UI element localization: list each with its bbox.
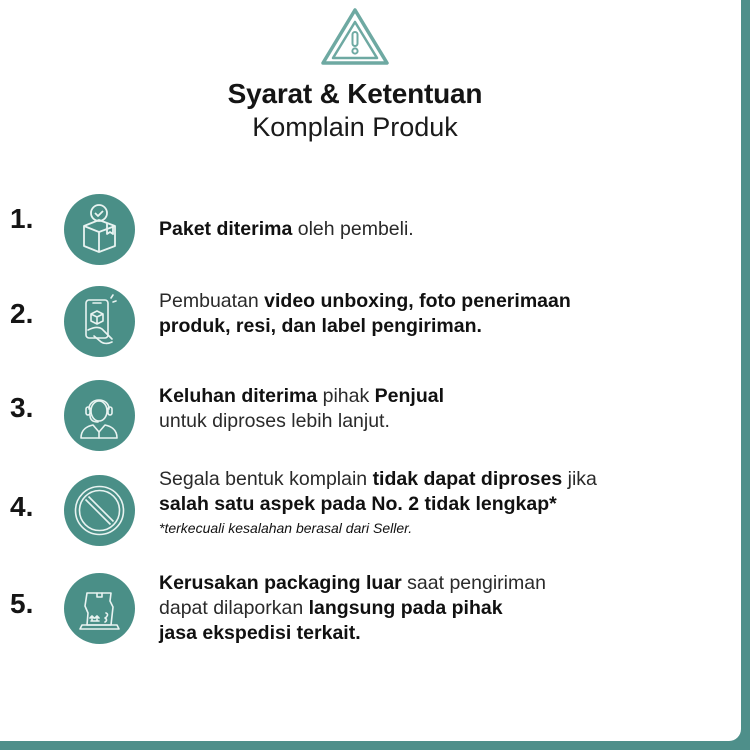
regular-text: dapat dilaporkan [159, 597, 309, 619]
regular-text: saat pengiriman [401, 572, 546, 594]
item-number: 2. [10, 298, 34, 329]
bold-text: salah satu aspek pada No. 2 tidak lengkap* [159, 493, 557, 515]
bold-text: video unboxing, foto penerimaan [264, 290, 571, 312]
regular-text: Pembuatan [159, 290, 265, 312]
regular-text: pihak [317, 385, 375, 407]
regular-text: untuk diproses lebih lanjut. [159, 410, 390, 432]
item-text [159, 384, 444, 434]
bold-text: Keluhan diterima [159, 385, 318, 407]
damaged-package-icon [64, 573, 135, 644]
prohibited-icon [64, 475, 135, 546]
item-text [159, 571, 546, 646]
customer-service-icon [64, 380, 135, 451]
regular-text: Segala bentuk komplain [159, 468, 373, 490]
text-line [159, 467, 597, 492]
bold-text: produk, resi, dan label pengiriman. [159, 315, 482, 337]
regular-text: oleh pembeli. [292, 218, 414, 240]
package-check-icon [64, 194, 135, 265]
item-number: 5. [10, 588, 34, 619]
bold-text: Kerusakan packaging luar [159, 572, 402, 594]
warning-triangle-icon [319, 6, 391, 68]
text-line [159, 492, 597, 517]
page-subtitle: Komplain Produk [252, 112, 458, 142]
bold-text: tidak dapat diproses [372, 468, 563, 490]
item-number: 1. [10, 203, 34, 234]
text-line [159, 409, 444, 434]
text-line [159, 384, 444, 409]
page-title: Syarat & Ketentuan [227, 78, 483, 109]
bold-text: jasa ekspedisi terkait. [159, 622, 361, 644]
item-number: 3. [10, 392, 34, 423]
text-line [159, 314, 571, 339]
text-line [159, 571, 546, 596]
item-text [159, 217, 414, 242]
phone-unboxing-icon [64, 286, 135, 357]
bold-text: langsung pada pihak [308, 597, 503, 619]
text-line [159, 596, 546, 621]
item-text [159, 289, 571, 339]
text-line [159, 217, 414, 242]
text-line [159, 289, 571, 314]
regular-text: jika [562, 468, 597, 490]
item-number: 4. [10, 491, 34, 522]
bold-text: Penjual [374, 385, 445, 407]
item-footnote: *terkecuali kesalahan berasal dari Seller. [159, 520, 413, 536]
item-text [159, 467, 597, 539]
bold-text: Paket diterima [159, 218, 293, 240]
text-line [159, 621, 546, 646]
